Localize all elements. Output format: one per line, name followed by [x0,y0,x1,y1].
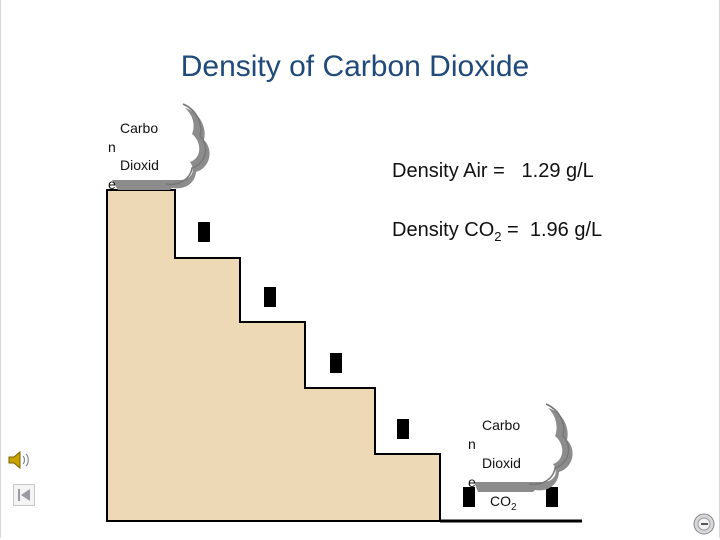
density-co2-label: Density CO [392,219,495,241]
media-player-icon[interactable] [692,512,716,536]
step-marker [463,487,475,507]
density-co2-value: 1.96 g/L [529,219,603,241]
step-marker [330,353,342,373]
step-marker [397,419,409,439]
staircase [107,190,440,521]
cloud-top-line-4: e [108,176,116,192]
cloud-top-line-1: Carbo [120,120,159,136]
previous-slide-icon[interactable] [13,484,35,506]
step-marker [546,487,558,507]
cloud-top-line-3: Dioxid [120,157,159,173]
step-marker [198,222,210,242]
slide-title: Density of Carbon Dioxide [180,50,530,83]
cloud-top-line-2: n [108,139,116,155]
density-co2-equals: = [501,219,525,241]
density-air-value: 1.29 g/L [521,160,594,182]
speaker-icon[interactable] [6,448,32,472]
cloud-bottom-co2-label [490,493,517,513]
step-marker [264,287,276,307]
cloud-bottom-line-3: Dioxid [482,455,521,471]
co2-text: CO [490,493,511,509]
co2-subscript: 2 [511,501,517,513]
density-co2-subscript: 2 [494,229,502,244]
cloud-bottom-line-2: n [468,436,476,452]
cloud-bottom-line-1: Carbo [482,417,521,433]
cloud-bottom-line-4: e [468,474,476,490]
density-air-label: Density Air = [392,160,511,182]
